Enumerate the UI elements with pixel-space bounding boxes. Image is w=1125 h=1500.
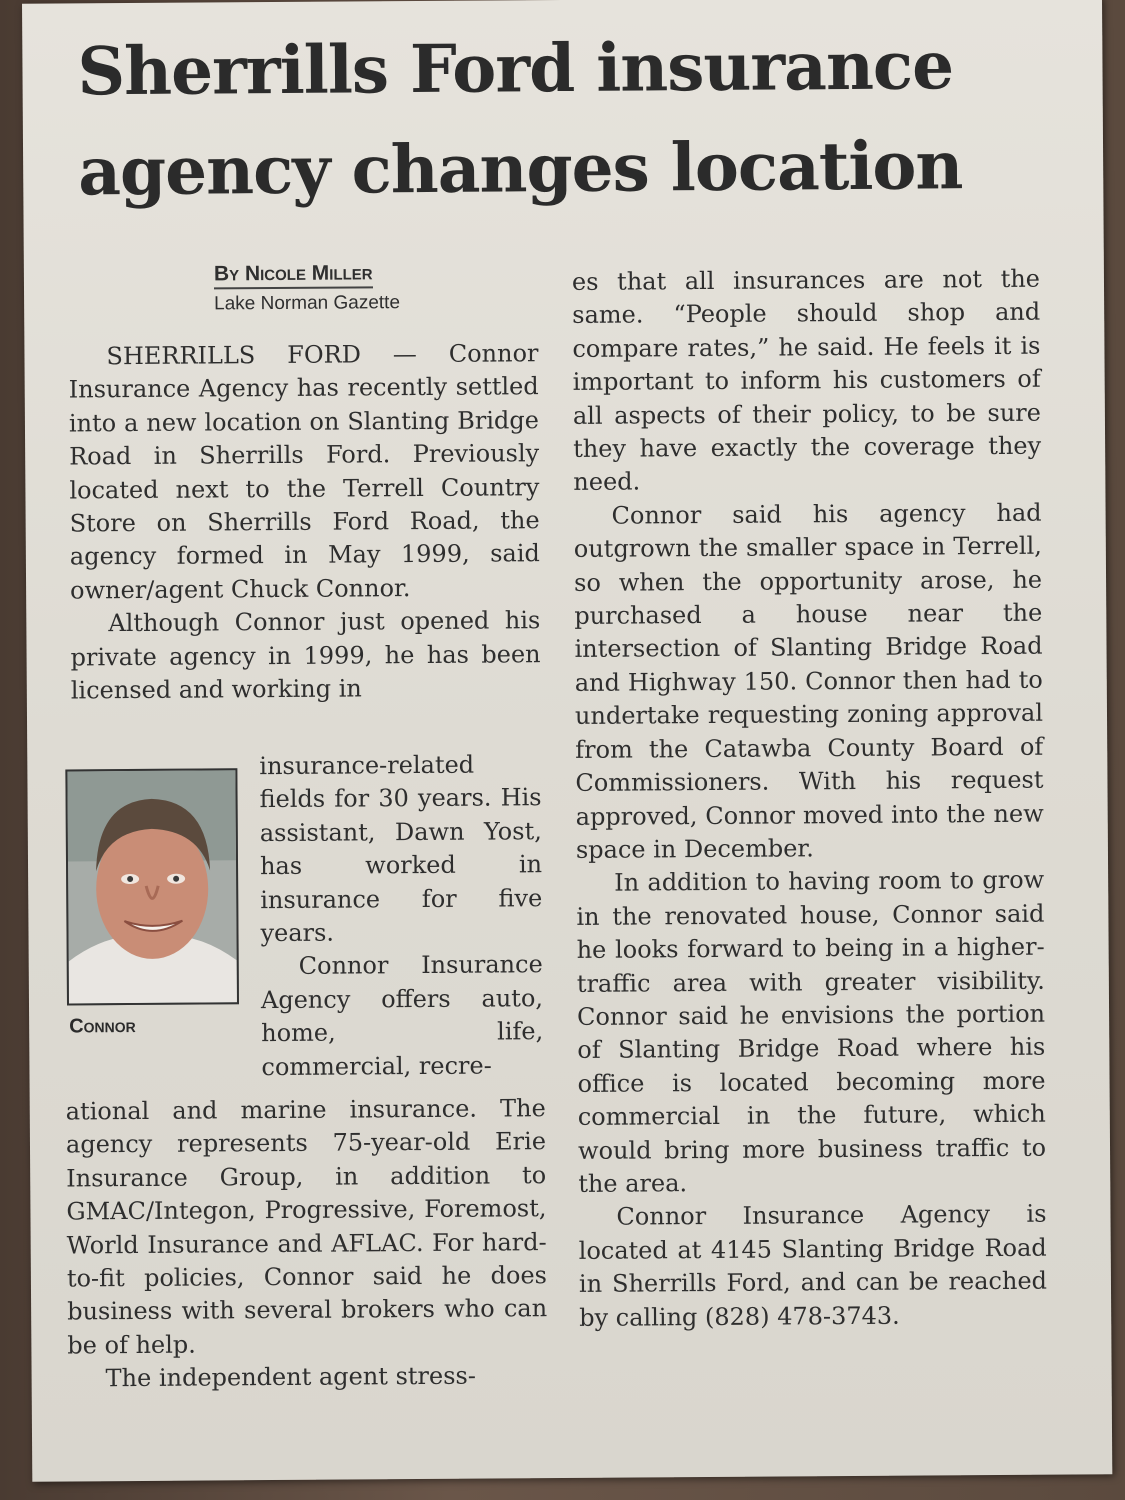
byline: [214, 261, 400, 315]
article-paragraph: Connor said his agency had outgrown the smaller space in Terrell, so when the opportunity arose, he purchased a house near the intersection of Slanting Bridge Road and Highway 150. Connor then had to undertake requesting zoning approval from the Catawba County Board of Commissioners. With his request approved, Connor moved into the new space in December.: [573, 498, 1044, 864]
article-paragraph: Although Connor just opened his private agency in 1999, he has been licensed and working in: [70, 606, 541, 705]
left-column-wrap: [259, 748, 543, 1084]
article-paragraph: In addition to having room to grow in the renovated house, Connor said he looks forward to being in a higher-traffic area with greater visibility. Connor said he envisions the portion of Slanting Bridge Road where his office is located becoming more commercial in the future, which would bring more business traffic to the area.: [576, 865, 1047, 1198]
byline-publication: Lake Norman Gazette: [214, 292, 401, 315]
portrait-image: [67, 770, 237, 1003]
left-column-top: [68, 337, 541, 708]
photo-caption: Connor: [69, 1015, 136, 1038]
article-paragraph: Connor Insurance Agency is located at 4145 Slanting Bridge Road in Sherrills Ford, and can be reached by calling (828) 478-3743.: [578, 1200, 1048, 1332]
right-column: [572, 263, 1047, 1335]
article-paragraph: ational and marine insurance. The agency represents 75-year-old Erie Insurance Group, in addition to GMAC/Integon, Progressive, Foremost, World Insurance and AFLAC. For hard-to-fit policies, Connor said he does business with several brokers who can be of help.: [65, 1094, 548, 1360]
article-paragraph: Connor Insurance Agency offers auto, home, life, commercial, recre-: [260, 950, 544, 1081]
left-column-bottom: [66, 1092, 548, 1396]
headline-line-2: agency changes location: [77, 126, 963, 211]
connor-photo: [65, 768, 239, 1005]
newspaper-clipping: [22, 0, 1112, 1482]
article-paragraph: insurance-related fields for 30 years. His assistant, Dawn Yost, has worked in insurance for five years.: [259, 750, 543, 948]
article-paragraph: es that all insurances are not the same. “People should shop and compare rates,” he said. He feels it is important to inform his customers of all aspects of their policy, to be sure they have exactly the coverage they need.: [571, 264, 1042, 497]
article-paragraph: The independent agent stress-: [105, 1361, 477, 1393]
headline: [77, 14, 1078, 221]
byline-author: By Nicole Miller: [214, 261, 373, 289]
article-paragraph: SHERRILLS FORD — Connor Insurance Agency has recently settled into a new location on Slanting Bridge Road in Sherrills Ford. Previously located next to the Terrell Country Store on Sherrills Ford Road, the agency formed in May 1999, said owner/agent Chuck Connor.: [68, 339, 540, 605]
headline-line-1: Sherrills Ford insurance: [77, 26, 954, 111]
